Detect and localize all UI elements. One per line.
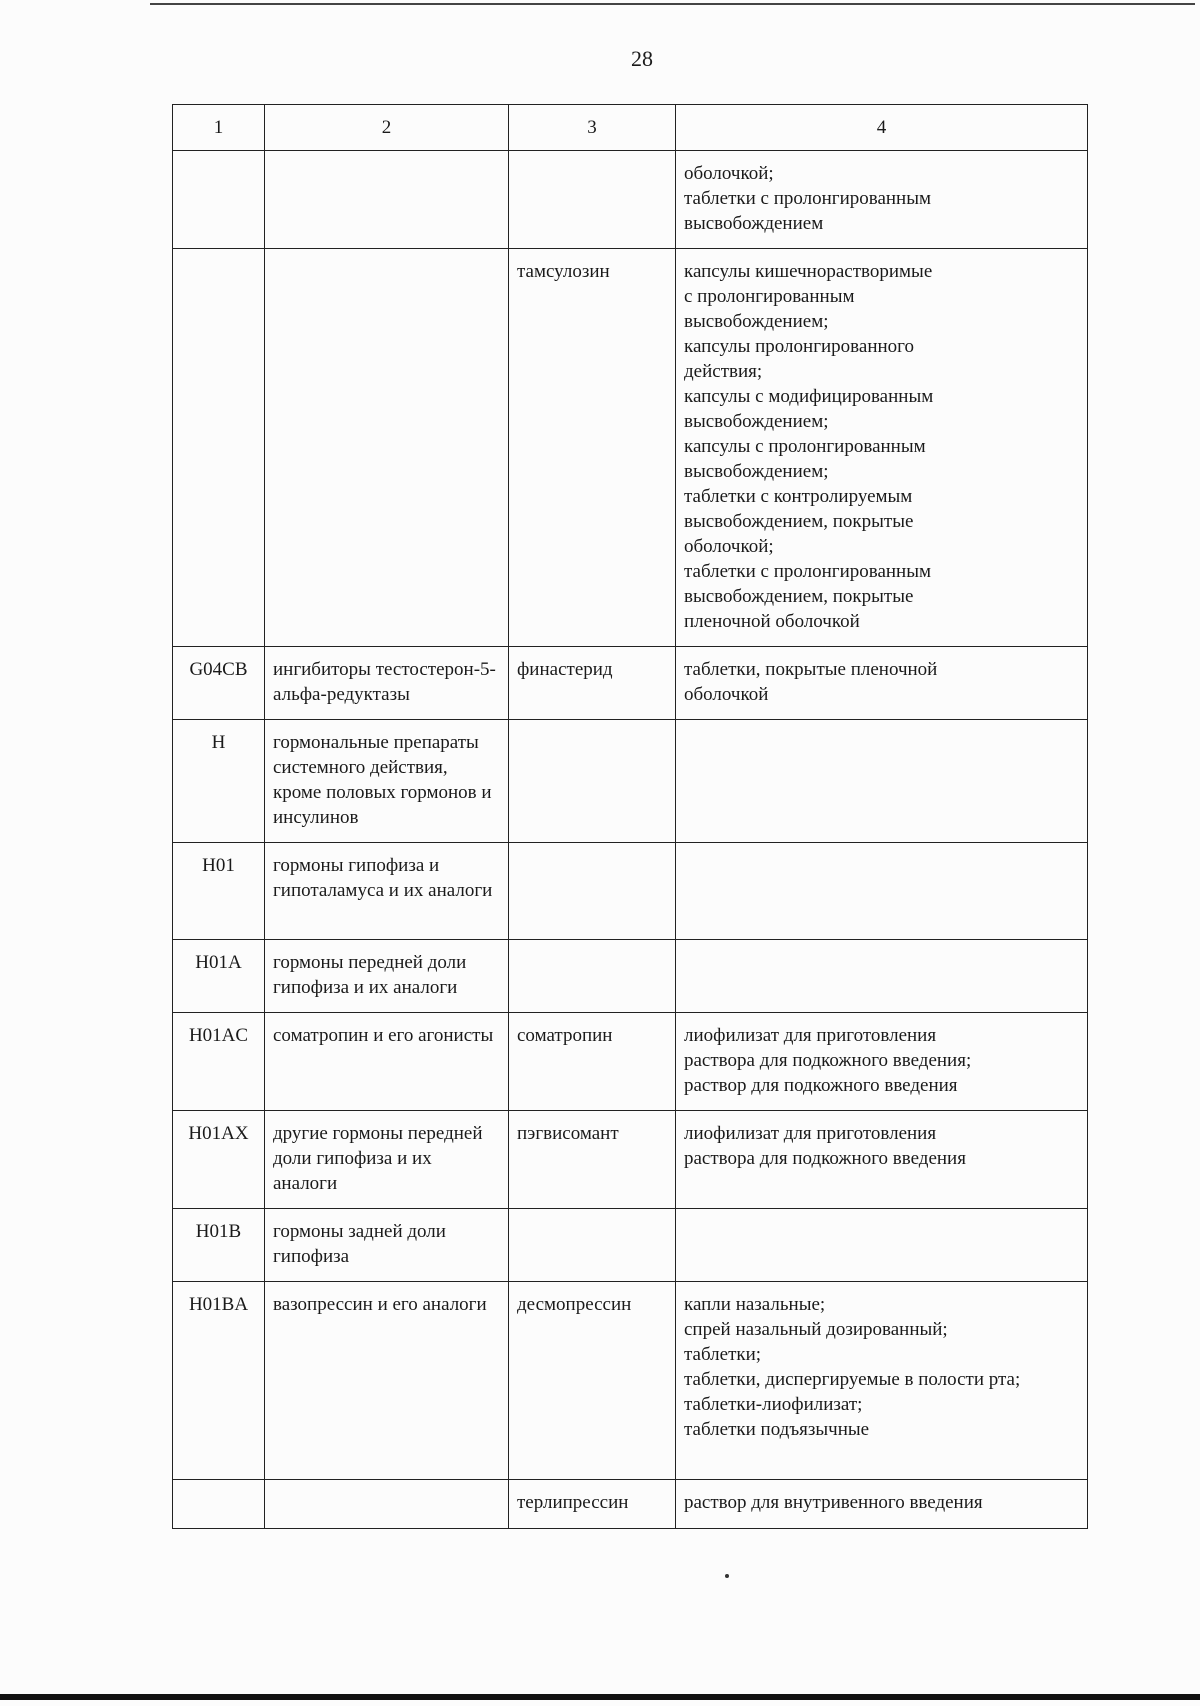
dosage-forms-cell [676, 1013, 1088, 1111]
table-row [173, 1111, 1088, 1209]
dosage-form-line: раствор для внутривенного введения [684, 1492, 983, 1513]
dosage-form-line: высвобождением [684, 213, 824, 234]
dosage-forms-cell [676, 1282, 1088, 1480]
atc-code-cell: H01AX [173, 1111, 265, 1209]
dosage-form-line: с пролонгированным [684, 286, 855, 307]
page-number: 28 [631, 46, 653, 71]
table-row [173, 1013, 1088, 1111]
column-header-3: 3 [509, 105, 676, 151]
table-row [173, 940, 1088, 1013]
dosage-form-line: лиофилизат для приготовления [684, 1025, 937, 1046]
atc-code-cell [173, 1480, 265, 1529]
drug-name-cell: тамсулозин [509, 249, 676, 647]
table-row [173, 151, 1088, 249]
group-cell [265, 151, 509, 249]
column-header-2: 2 [265, 105, 509, 151]
dosage-form-line: капсулы пролонгированного [684, 336, 914, 357]
column-header-4: 4 [676, 105, 1088, 151]
table-row [173, 843, 1088, 940]
dosage-form-line: таблетки подъязычные [684, 1419, 870, 1440]
drug-name-cell [509, 151, 676, 249]
table-row [173, 1282, 1088, 1480]
dosage-forms-cell [676, 1209, 1088, 1282]
dosage-form-line: оболочкой [684, 684, 769, 705]
table-header-row [173, 105, 1088, 151]
dosage-form-line: таблетки с пролонгированным [684, 188, 932, 209]
table-row [173, 249, 1088, 647]
dosage-form-line: капсулы кишечнорастворимые [684, 261, 933, 282]
drug-name-cell: десмопрессин [509, 1282, 676, 1480]
column-header-1: 1 [173, 105, 265, 151]
atc-code-cell [173, 151, 265, 249]
group-cell: вазопрессин и его аналоги [265, 1282, 509, 1480]
dosage-form-line: таблетки-лиофилизат; [684, 1394, 863, 1415]
atc-code-cell: H01 [173, 843, 265, 940]
drug-name-cell: соматропин [509, 1013, 676, 1111]
drug-name-cell [509, 843, 676, 940]
table-row [173, 1480, 1088, 1529]
dosage-forms-cell [676, 249, 1088, 647]
dosage-form-line: оболочкой; [684, 536, 774, 557]
dosage-forms-cell [676, 151, 1088, 249]
dosage-forms-cell [676, 940, 1088, 1013]
dosage-form-line: капли назальные; [684, 1294, 826, 1315]
dosage-form-line: высвобождением, покрытые [684, 511, 914, 532]
dosage-form-line: высвобождением, покрытые [684, 586, 914, 607]
dosage-form-line: таблетки, покрытые пленочной [684, 659, 938, 680]
dosage-form-line: таблетки, диспергируемые в полости рта; [684, 1369, 1021, 1390]
group-cell: соматропин и его агонисты [265, 1013, 509, 1111]
dosage-form-line: высвобождением; [684, 461, 829, 482]
dosage-forms-cell [676, 843, 1088, 940]
group-cell: гормоны задней доли гипофиза [265, 1209, 509, 1282]
dosage-form-line: высвобождением; [684, 411, 829, 432]
drug-name-cell: терлипрессин [509, 1480, 676, 1529]
group-cell [265, 249, 509, 647]
dosage-form-line: капсулы с пролонгированным [684, 436, 926, 457]
table-row [173, 720, 1088, 843]
atc-code-cell: H [173, 720, 265, 843]
group-cell: гормоны гипофиза и гипоталамуса и их аналоги [265, 843, 509, 940]
group-cell [265, 1480, 509, 1529]
dosage-form-line: действия; [684, 361, 763, 382]
dosage-forms-cell [676, 647, 1088, 720]
drug-table [172, 104, 1088, 1529]
dosage-form-line: лиофилизат для приготовления [684, 1123, 937, 1144]
dosage-form-line: раствора для подкожного введения [684, 1148, 966, 1169]
dosage-form-line: высвобождением; [684, 311, 829, 332]
scan-speck [725, 1574, 729, 1578]
top-scan-edge [150, 3, 1195, 5]
dosage-form-line: спрей назальный дозированный; [684, 1319, 948, 1340]
dosage-form-line: таблетки с контролируемым [684, 486, 913, 507]
atc-code-cell: H01AC [173, 1013, 265, 1111]
dosage-form-line: пленочной оболочкой [684, 611, 860, 632]
dosage-form-line: таблетки с пролонгированным [684, 561, 932, 582]
dosage-forms-cell [676, 1480, 1088, 1529]
atc-code-cell [173, 249, 265, 647]
atc-code-cell: H01BA [173, 1282, 265, 1480]
drug-name-cell [509, 720, 676, 843]
group-cell: гормоны передней доли гипофиза и их аналоги [265, 940, 509, 1013]
group-cell: другие гормоны передней доли гипофиза и их аналоги [265, 1111, 509, 1209]
table-row [173, 1209, 1088, 1282]
atc-code-cell: H01B [173, 1209, 265, 1282]
dosage-forms-cell [676, 720, 1088, 843]
drug-name-cell [509, 1209, 676, 1282]
drug-name-cell [509, 940, 676, 1013]
dosage-form-line: раствор для подкожного введения [684, 1075, 958, 1096]
dosage-forms-cell [676, 1111, 1088, 1209]
dosage-form-line: раствора для подкожного введения; [684, 1050, 972, 1071]
drug-name-cell: финастерид [509, 647, 676, 720]
dosage-form-line: капсулы с модифицированным [684, 386, 934, 407]
dosage-form-line: таблетки; [684, 1344, 762, 1365]
table-row [173, 647, 1088, 720]
atc-code-cell: G04CB [173, 647, 265, 720]
drug-name-cell: пэгвисомант [509, 1111, 676, 1209]
atc-code-cell: H01A [173, 940, 265, 1013]
group-cell: ингибиторы тестостерон-5-альфа-редуктазы [265, 647, 509, 720]
dosage-form-line: оболочкой; [684, 163, 774, 184]
bottom-scan-edge [0, 1694, 1200, 1700]
group-cell: гормональные препараты системного действия, кроме половых гормонов и инсулинов [265, 720, 509, 843]
